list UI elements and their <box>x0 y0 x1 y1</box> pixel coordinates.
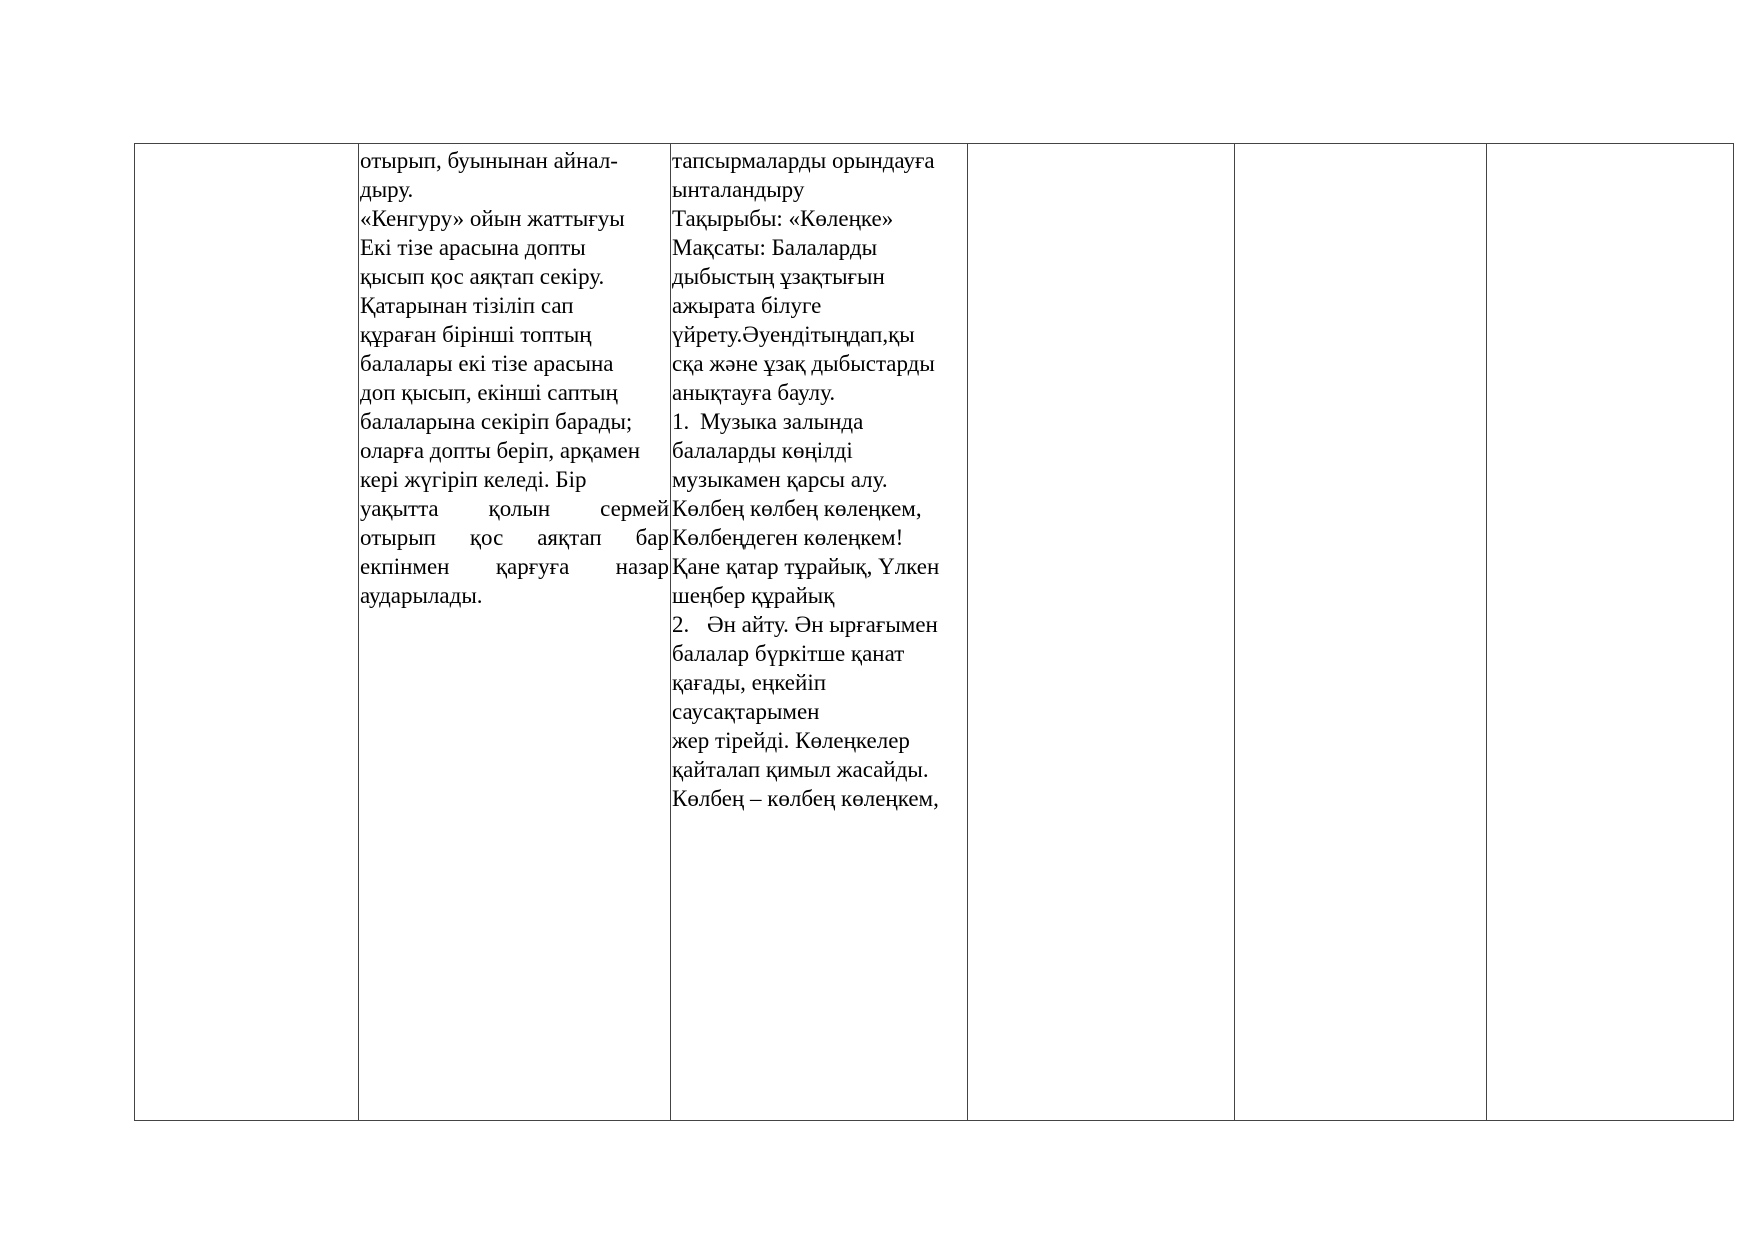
list-item-2 <box>672 610 966 639</box>
text-line: балалары екі тізе арасына <box>360 351 614 376</box>
text-line: доп қысып, екінші саптың <box>360 380 618 405</box>
text-line: шеңбер құрайық <box>672 583 835 608</box>
text-line: Көлбең – көлбең көлеңкем, <box>672 786 939 811</box>
text-line: кері жүгіріп келеді. Бір <box>360 467 587 492</box>
text-line: музыкамен қарсы алу. <box>672 467 888 492</box>
text-line: қағады, еңкейіп <box>672 670 827 695</box>
document-table <box>134 143 1734 1121</box>
text-line: отырып, буынынан айнал- <box>360 148 618 173</box>
text-line: Музыка залында <box>700 409 864 434</box>
text-line: ынталандыру <box>672 177 805 202</box>
text-line: аударылады. <box>360 583 483 608</box>
text-line: Қане қатар тұрайық, Үлкен <box>672 554 940 579</box>
text-line: анықтауға баулу. <box>672 380 836 405</box>
text-line: Қатарынан тізіліп сап <box>360 293 574 318</box>
table-column-1 <box>135 144 358 1120</box>
text-line: тапсырмаларды орындауға <box>672 148 935 173</box>
text-line: жер тірейді. Көлеңкелер <box>672 728 910 753</box>
text-line: екпінмен қарғуға назар <box>360 554 669 579</box>
table-column-4 <box>967 144 1234 1120</box>
text-line: дыбыстың ұзақтығын <box>672 264 885 289</box>
table-column-6 <box>1486 144 1735 1120</box>
column-3-text <box>672 146 966 813</box>
table-column-3 <box>670 144 967 1120</box>
text-line: Екі тізе арасына допты <box>360 235 586 260</box>
text-line: балаларына секіріп барады; <box>360 409 633 434</box>
text-line: сқа және ұзақ дыбыстарды <box>672 351 935 376</box>
text-line: қайталап қимыл жасайды. <box>672 757 929 782</box>
text-line: үйрету.Әуендітыңдап,қы <box>672 322 915 347</box>
table-column-2 <box>358 144 670 1120</box>
list-item-1 <box>672 407 966 436</box>
text-line: Көлбеңдеген көлеңкем! <box>672 525 904 550</box>
text-line: Мақсаты: Балаларды <box>672 235 878 260</box>
text-line: Ән айту. Ән ырғағымен <box>707 612 938 637</box>
list-number: 2. <box>672 612 690 637</box>
text-line: Тақырыбы: «Көлеңке» <box>672 206 894 231</box>
text-line: құраған бірінші топтың <box>360 322 592 347</box>
text-line: балалар бүркітше қанат <box>672 641 905 666</box>
text-line: уақытта қолын сермей <box>360 496 669 521</box>
column-2-text <box>360 146 669 610</box>
text-line: саусақтарымен <box>672 699 820 724</box>
text-line: «Кенгуру» ойын жаттығуы <box>360 206 625 231</box>
table-column-5 <box>1234 144 1486 1120</box>
text-line: Көлбең көлбең көлеңкем, <box>672 496 922 521</box>
text-line: қысып қос аяқтап секіру. <box>360 264 605 289</box>
text-line: отырып қос аяқтап бар <box>360 525 669 550</box>
list-number: 1. <box>672 409 690 434</box>
text-line: дыру. <box>360 177 414 202</box>
text-line: ажырата білуге <box>672 293 822 318</box>
text-line: оларға допты беріп, арқамен <box>360 438 641 463</box>
text-line: балаларды көңілді <box>672 438 853 463</box>
